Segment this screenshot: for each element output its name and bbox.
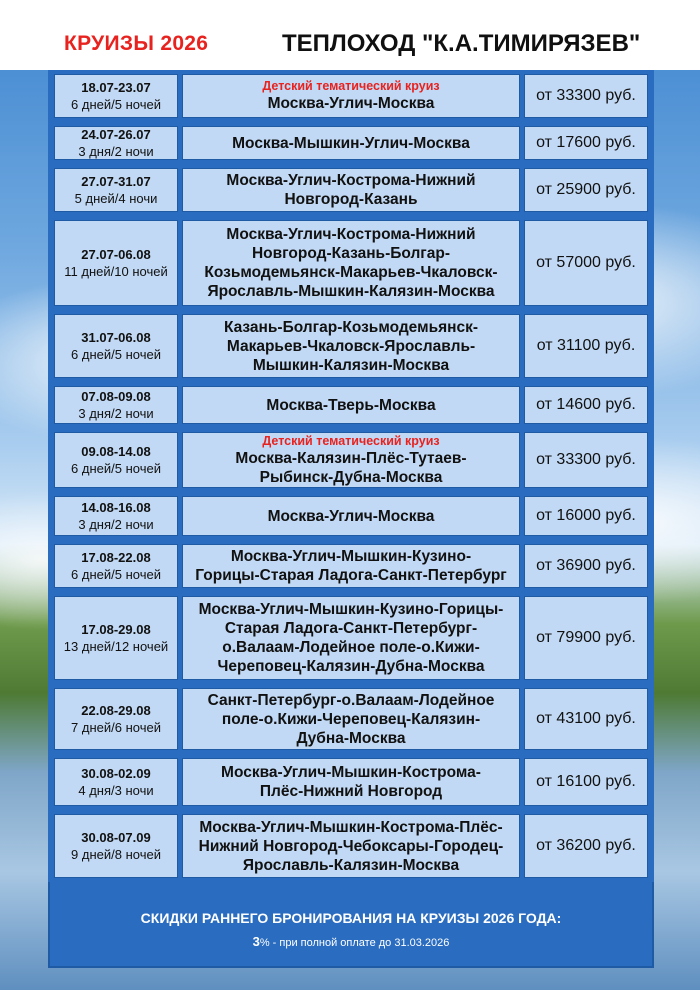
route-cell [182, 496, 520, 536]
cruise-duration: 4 дня/3 ночи [78, 783, 154, 798]
cruise-row [48, 382, 654, 428]
date-cell [54, 596, 178, 680]
cruise-dates: 17.08-29.08 [81, 622, 151, 637]
cruise-dates: 30.08-07.09 [81, 830, 151, 845]
route-line: Мышкин-Калязин-Москва [252, 356, 450, 374]
early-booking-footer [50, 892, 652, 964]
cruise-dates: 27.07-31.07 [81, 174, 151, 189]
price-cell [524, 814, 648, 878]
cruise-row [48, 540, 654, 592]
kids-cruise-tag: Детский тематический круиз [262, 79, 440, 93]
cruise-price: от 57000 руб. [536, 254, 636, 271]
route-line: Новгород-Казань [284, 191, 418, 208]
route-line: Москва-Мышкин-Углич-Москва [232, 134, 470, 152]
route-cell [182, 386, 520, 424]
cruise-duration: 6 дней/5 ночей [71, 347, 161, 362]
date-cell [54, 386, 178, 424]
cruise-duration: 3 дня/2 ночи [78, 144, 154, 159]
route-cell [182, 814, 520, 878]
route-line: Москва-Углич-Кострома-Нижний [226, 172, 476, 189]
route-line: Москва-Углич-Мышкин-Кострома-Плёс- [199, 818, 503, 836]
date-cell [54, 496, 178, 536]
route-line: Горицы-Старая Ладога-Санкт-Петербург [195, 567, 507, 584]
date-cell [54, 220, 178, 306]
cruise-row [48, 754, 654, 810]
cruise-duration: 6 дней/5 ночей [71, 97, 161, 112]
date-cell [54, 814, 178, 878]
route-cell [182, 688, 520, 750]
cruise-row [48, 122, 654, 164]
cruise-price: от 25900 руб. [536, 181, 636, 198]
cruise-price: от 17600 руб. [536, 134, 636, 151]
cruise-price: от 16100 руб. [536, 773, 636, 790]
cruise-price: от 16000 руб. [536, 507, 636, 524]
route-line: Москва-Углич-Мышкин-Кострома- [221, 764, 481, 781]
header [0, 0, 700, 70]
date-cell [54, 758, 178, 806]
route-line: Москва-Углич-Москва [267, 95, 435, 112]
date-cell [54, 432, 178, 488]
cruise-price: от 31100 руб. [536, 337, 636, 354]
route-line: Москва-Калязин-Плёс-Тутаев- [235, 449, 467, 467]
cruise-row [48, 216, 654, 310]
cruise-row [48, 684, 654, 754]
route-cell [182, 126, 520, 160]
cruise-duration: 13 дней/12 ночей [63, 639, 169, 654]
route-line: Москва-Углич-Кострома-Нижний [226, 226, 476, 243]
route-line: поле-о.Кижи-Череповец-Калязин- [221, 710, 481, 728]
cruise-duration: 11 дней/10 ночей [64, 264, 168, 279]
price-cell [524, 688, 648, 750]
price-cell [524, 314, 648, 378]
route-line: Санкт-Петербург-о.Валаам-Лодейное [207, 691, 495, 709]
price-cell [524, 74, 648, 118]
date-cell [54, 126, 178, 160]
route-cell [182, 432, 520, 488]
price-cell [524, 496, 648, 536]
price-cell [524, 544, 648, 588]
discount-value: 3 [252, 934, 260, 949]
route-line: Казань-Болгар-Козьмодемьянск- [223, 318, 479, 336]
cruise-price: от 79900 руб. [536, 629, 636, 646]
route-cell [182, 314, 520, 378]
price-cell [524, 168, 648, 212]
route-cell [182, 168, 520, 212]
cruise-row [48, 592, 654, 684]
cruise-duration: 6 дней/5 ночей [71, 461, 161, 476]
cruise-duration: 3 дня/2 ночи [78, 517, 154, 532]
route-line: Дубна-Москва [296, 729, 406, 747]
date-cell [54, 74, 178, 118]
ship-name-title: ТЕПЛОХОД "К.А.ТИМИРЯЗЕВ" [282, 30, 641, 57]
route-line: Старая Ладога-Санкт-Петербург- [224, 620, 478, 637]
route-cell [182, 74, 520, 118]
cruise-price: от 33300 руб. [536, 451, 636, 468]
cruise-row [48, 164, 654, 216]
price-cell [524, 386, 648, 424]
cruise-dates: 18.07-23.07 [81, 80, 151, 95]
cruise-duration: 9 дней/8 ночей [71, 847, 161, 862]
cruise-row [48, 428, 654, 492]
cruise-dates: 17.08-22.08 [81, 550, 151, 565]
date-cell [54, 688, 178, 750]
route-line: Череповец-Калязин-Дубна-Москва [217, 658, 485, 675]
cruises-year-title: КРУИЗЫ 2026 [64, 32, 209, 55]
route-line: Козьмодемьянск-Макарьев-Чкаловск- [204, 264, 498, 281]
cruise-dates: 14.08-16.08 [81, 500, 151, 515]
cruise-dates: 22.08-29.08 [81, 703, 151, 718]
cruise-row [48, 492, 654, 540]
cruise-dates: 24.07-26.07 [81, 127, 151, 142]
cruise-dates: 09.08-14.08 [81, 444, 151, 459]
early-booking-title: СКИДКИ РАННЕГО БРОНИРОВАНИЯ НА КРУИЗЫ 2026 ГОДА: [140, 910, 562, 926]
cruise-dates: 30.08-02.09 [81, 766, 151, 781]
route-line: Москва-Тверь-Москва [266, 396, 436, 414]
route-line: Москва-Углич-Москва [267, 507, 435, 525]
route-cell [182, 596, 520, 680]
cruise-duration: 6 дней/5 ночей [71, 567, 161, 582]
cruise-duration: 3 дня/2 ночи [78, 406, 154, 421]
route-line: Новгород-Казань-Болгар- [251, 245, 451, 262]
price-cell [524, 220, 648, 306]
cruise-dates: 07.08-09.08 [81, 389, 151, 404]
route-line: Нижний Новгород-Чебоксары-Городец- [198, 837, 504, 855]
cruise-dates: 27.07-06.08 [81, 247, 151, 262]
date-cell [54, 168, 178, 212]
route-line: Москва-Углич-Мышкин-Кузино- [230, 548, 472, 565]
cruise-duration: 5 дней/4 ночи [74, 191, 158, 206]
date-cell [54, 314, 178, 378]
cruise-price: от 33300 руб. [536, 87, 636, 104]
cruise-price: от 43100 руб. [536, 710, 636, 727]
route-cell [182, 758, 520, 806]
route-line: Москва-Углич-Мышкин-Кузино-Горицы- [198, 601, 504, 618]
cruise-price: от 14600 руб. [536, 396, 636, 413]
route-line: Рыбинск-Дубна-Москва [259, 468, 443, 486]
date-cell [54, 544, 178, 588]
cruise-row [48, 70, 654, 122]
route-line: о.Валаам-Лодейное поле-о.Кижи- [222, 639, 480, 656]
cruise-price: от 36200 руб. [536, 837, 636, 854]
route-cell [182, 544, 520, 588]
cruise-row [48, 810, 654, 882]
cruise-row [48, 310, 654, 382]
price-cell [524, 432, 648, 488]
price-cell [524, 758, 648, 806]
route-line: Плёс-Нижний Новгород [259, 783, 443, 800]
cruise-dates: 31.07-06.08 [81, 330, 151, 345]
price-cell [524, 596, 648, 680]
route-line: Ярославль-Мышкин-Калязин-Москва [207, 283, 495, 300]
route-line: Макарьев-Чкаловск-Ярославль- [226, 337, 476, 355]
early-booking-note [50, 934, 652, 949]
route-cell [182, 220, 520, 306]
kids-cruise-tag: Детский тематический круиз [262, 433, 440, 448]
price-cell [524, 126, 648, 160]
route-line: Ярославль-Калязин-Москва [242, 856, 460, 874]
discount-condition: % - при полной оплате до 31.03.2026 [259, 937, 450, 949]
cruise-duration: 7 дней/6 ночей [71, 720, 161, 735]
cruise-price: от 36900 руб. [536, 557, 636, 574]
